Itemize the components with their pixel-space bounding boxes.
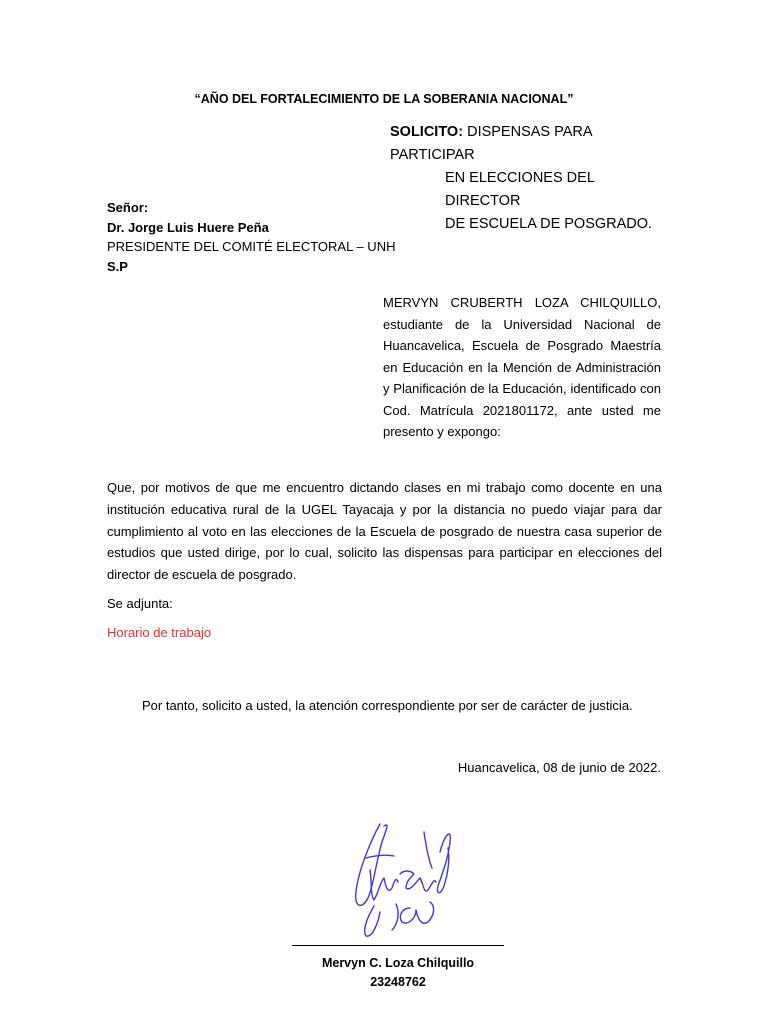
document-motto: “AÑO DEL FORTALECIMIENTO DE LA SOBERANIA NACIONAL”	[194, 92, 574, 106]
addressee-position: PRESIDENTE DEL COMITÉ ELECTORAL – UNH	[107, 239, 396, 254]
place-date: Huancavelica, 08 de junio de 2022.	[457, 760, 661, 775]
solicito-subject-line-2: EN ELECCIONES DEL DIRECTOR	[445, 170, 595, 209]
attachment-item: Horario de trabajo	[107, 625, 212, 640]
signature-line	[292, 945, 504, 946]
addressee-block	[107, 198, 395, 276]
solicito-line-1	[390, 121, 665, 167]
addressee-name: Dr. Jorge Luis Huere Peña	[107, 219, 269, 235]
solicito-subject-line-3: DE ESCUELA DE POSGRADO.	[445, 216, 653, 232]
closing-paragraph: Por tanto, solicito a usted, la atención correspondiente por ser de carácter de justicia.	[142, 698, 633, 713]
handwritten-signature	[340, 812, 470, 942]
solicito-subject-line-1: DISPENSAS PARA PARTICIPAR	[390, 124, 592, 163]
addressee-salutation: Señor:	[107, 200, 149, 215]
applicant-presentation: MERVYN CRUBERTH LOZA CHILQUILLO, estudiante de la Universidad Nacional de Huancavelica, Escuela de Posgrado Maestría en Educación en la Mención de Administración y Planificación de la Educación, identificado con Cod. Matrícula 2021801172, ante usted me presento y expongo:	[383, 295, 661, 439]
signatory-block	[292, 954, 504, 992]
signatory-name: Mervyn C. Loza Chilquillo	[321, 956, 475, 970]
attachment-label: Se adjunta:	[107, 596, 173, 611]
request-paragraph: Que, por motivos de que me encuentro dictando clases en mi trabajo como docente en una institución educativa rural de la UGEL Tayacaja y por la distancia no puedo viajar para dar cumplimiento al voto en las elecciones de la Escuela de posgrado de nuestra casa superior de estudios que usted dirige, por lo cual, solicito las dispensas para participar en elecciones del director de escuela de posgrado.	[107, 480, 662, 583]
solicito-colon: :	[458, 124, 464, 140]
signatory-id: 23248762	[370, 975, 426, 989]
addressee-sp: S.P	[107, 258, 128, 274]
solicito-label: SOLICITO	[390, 124, 459, 140]
solicito-block	[390, 121, 665, 236]
